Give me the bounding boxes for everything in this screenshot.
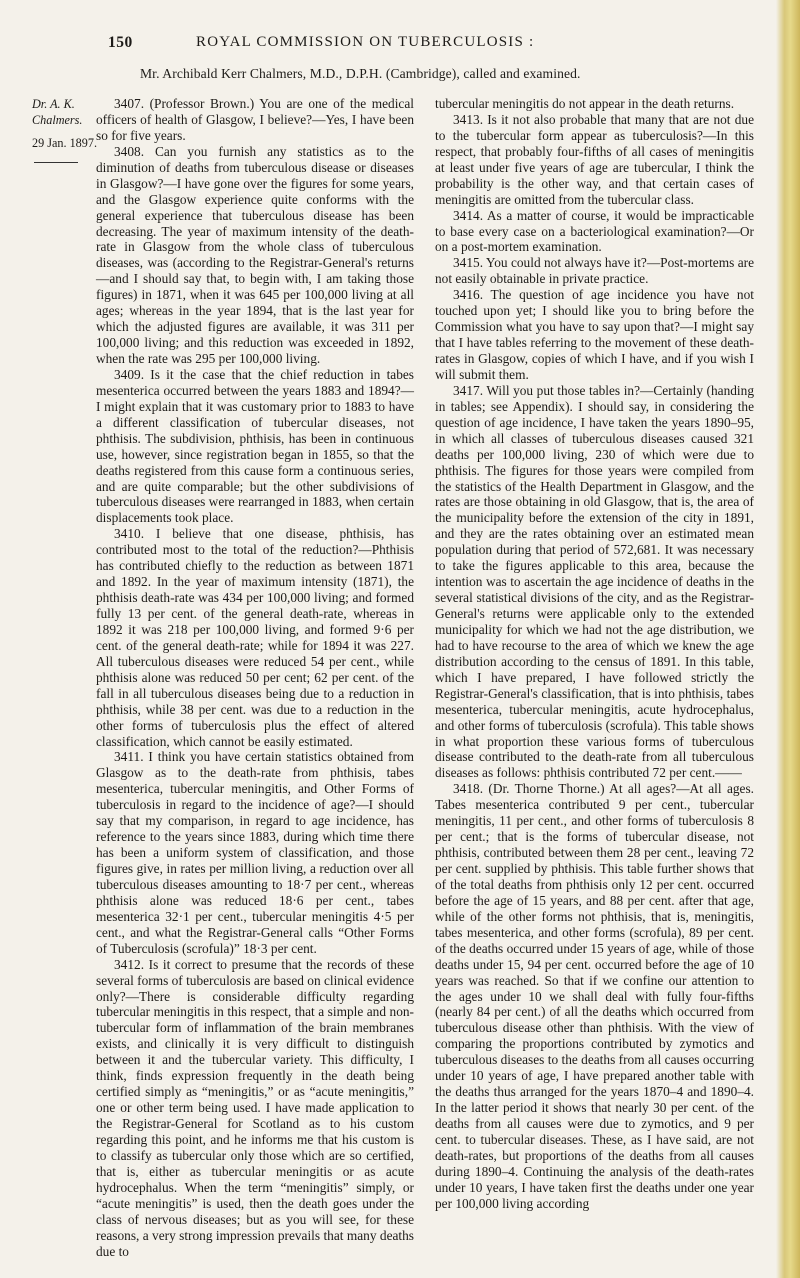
paragraph: 3413. Is it not also probable that many that are not due to the tubercular form appear as tuberculosis?—In this respect, that probably four-fifths of all cases of meningitis at least under five years of age are tubercular, I think the probability is the other way, and that certain cases of meningitis are omitted from the tubercular class. [435,111,754,207]
paragraph: 3408. Can you furnish any statistics as to the diminution of deaths from tuberculous disease or diseases in Glasgow?—I have gone over the figures for some years, and the Glasgow experience quite conforms with the general experience that tuberculous disease has been decreasing. The year of maximum intensity of the death-rate in Glasgow from the whole class of tuberculous diseases, was (according to the Registrar-General's returns—and I should say that, to begin with, I am taking those figures) in 1871, when it was 645 per 100,000 living at all ages; whereas in the year 1894, that is the last year for which the adjusted figures are available, it was 311 per 100,000 living; and this reduction was exceeded in 1892, when the rate was 295 per 100,000 living. [96,143,414,366]
paragraph: 3415. You could not always have it?—Post-mortems are not easily obtainable in private practice. [435,255,754,287]
margin-rule [34,162,78,163]
paragraph: 3418. (Dr. Thorne Thorne.) At all ages?—At all ages. Tabes mesenterica contributed 9 per cent., tubercular meningitis, 11 per cent., and other forms of tuberculosis 8 per cent.; that is the forms of tubercular disease, not phthisis, contributed between them 28 per cent., leaving 72 per cent. supplied by phthisis. This table further shows that of the total deaths from phthisis only 12 per cent. occurred before the age of 15 years, and 88 per cent. after that age, while of the other forms not phthisis, that is, meningitis, tabes mesenterica, and other forms (scrofula), 89 per cent. of the deaths occurred under 15 years of age, while of those deaths under 15, 94 per cent. occurred before the age of 10 years was reached. So that if we confine our attention to the ages under 10 we shall deal with fully four-fifths (nearly 84 per cent.) of all the deaths which occurred from tuberculous disease other than phthisis. With the view of comparing the proportions contributed by zymotics and tuberculous diseases to the deaths from all causes occurring under 10 years of age, I have prepared another table with the deaths thus arranged for the years 1870–4 and 1890–4. In the latter period it shows that nearly 30 per cent. of the deaths from all causes were due to zymotics, and 9 per cent. to tubercular diseases. These, as I have said, are not death-rates, but proportions of the deaths from all causes during 1890–4. Continuing the analysis of the death-rates under 10 years, I have taken first the deaths under one year per 100,000 living according [435,781,754,1211]
paragraph: 3416. The question of age incidence you have not touched upon yet; I should like you to bring before the Commission what you have to say upon that?—I might say that I have tables referring to the movement of these death-rates in Glasgow, copies of which I have, and if you wish I will submit them. [435,287,754,382]
paragraph: 3410. I believe that one disease, phthisis, has contributed most to the total of the reduction?—Phthisis has contributed chiefly to the reduction as between 1871 and 1892. In the year of maximum intensity (1871), the phthisis death-rate was 434 per 100,000 living; and formed fully 13 per cent. of the general death-rate, whereas in 1892 it was 218 per 100,000 living, and formed 9·6 per cent. of the general death-rate; while for 1894 it was 227. All tuberculous diseases were reduced 54 per cent., while phthisis alone was reduced 50 per cent; 62 per cent. of the fall in all tuberculous diseases being due to a reduction in phthisis, while 38 per cent. was due to a reduction in the other forms of tuberculosis plus the effect of altered classification, which cannot be easily estimated. [96,526,414,749]
running-title: ROYAL COMMISSION ON TUBERCULOSIS : [196,34,535,50]
right-column [435,96,754,1212]
paragraph: 3407. (Professor Brown.) You are one of the medical officers of health of Glasgow, I believe?—Yes, I have been so for five years. [96,96,414,143]
left-column [96,96,414,1259]
paragraph: 3409. Is it the case that the chief reduction in tabes mesenterica occurred between the years 1883 and 1894?—I might explain that it was customary prior to 1883 to have a different classification of tubercular diseases, not phthisis. The subdivision, phthisis, has been in continuous use, however, since registration began in 1855, so that the deaths registered from this cause form a continuous series, and are quite comparable; but the other subdivisions of tuberculous diseases were rearranged in 1883, when certain displacements took place. [96,366,414,526]
margin-date: 29 Jan. 1897. [32,136,97,150]
paragraph: 3417. Will you put those tables in?—Certainly (handing in tables; see Appendix). I should say, in considering the question of age incidence, I have taken the years 1890–95, in which all classes of tuberculous diseases caused 321 deaths per 100,000 living, 230 of which were due to phthisis. The figures for those years were compiled from the statistics of the Health Department in Glasgow, and the rates are those obtaining in old Glasgow, that is, the area of the municipality before the extension of the city in 1891, and they are the rates obtaining over an estimated mean population during that period of 572,681. It was necessary to take the figures applicable to this area, because the intention was to ascertain the age incidence of deaths in the several statistical divisions of the city, and as the Registrar-General's returns were applicable only to the extended municipality for which we had not the age distribution, we had to have recourse to the area of which we knew the age distribution according to the census of 1891. In this table, which I have prepared, I have followed strictly the Registrar-General's classification, that is into phthisis, tabes mesenterica, tubercular meningitis, acute hydrocephalus, and other forms of tuberculosis (scrofula). This table shows in what proportion these various forms of tuberculous disease contributed to the death-rate from all tuberculous diseases as follows: phthisis contributed 72 per cent.—— [435,382,754,781]
paragraph: tubercular meningitis do not appear in the death returns. [435,96,735,111]
paragraph: 3412. Is it correct to presume that the records of these several forms of tuberculosis are based on clinical evidence only?—There is considerable difficulty regarding tubercular meningitis in this respect, that a simple and non-tubercular form of inflammation of the brain membranes exists, and clinically it is very difficult to distinguish between it and the tubercular variety. This difficulty, I think, finds expression frequently in the death being certified simply as “meningitis,” or as “acute meningitis,” one or other term being used. I have made application to the Registrar-General for Scotland as to his custom regarding this point, and he informs me that his custom is to classify as tubercular only those which are so certified, that is, either as tubercular meningitis or as acute hydrocephalus. When the term “meningitis” simply, or “acute meningitis” is used, then the death goes under the class of nervous diseases; but as you will see, for these reasons, a very strong impression prevails that many deaths due to [96,956,414,1259]
margin-witness-name: Dr. A. K. Chalmers. [32,97,83,127]
margin-note [32,96,98,151]
paragraph: 3414. As a matter of course, it would be impracticable to base every case on a bacteriological examination?—Or on a post-mortem examination. [435,207,754,255]
witness-line: Mr. Archibald Kerr Chalmers, M.D., D.P.H. (Cambridge), called and examined. [140,66,581,81]
paragraph: 3411. I think you have certain statistics obtained from Glasgow as to the death-rate from phthisis, tabes mesenterica, tubercular meningitis, and Other Forms of tuberculosis in regard to the incidence of age?—I should say that my comparison, in regard to age incidence, has reference to the years since 1883, during which time there has been a uniform system of classification, and those figures give, in rates per million living, a reduction over all tuberculous diseases amounting to 18·7 per cent., whereas phthisis alone was reduced 18·6 per cent., tabes mesenterica 32·1 per cent., tubercular meningitis 4·5 per cent., and what the Registrar-General calls “Other Forms of Tuberculosis (scrofula)” 18·3 per cent. [96,749,414,956]
page-number: 150 [108,34,133,51]
page-edge [776,0,800,1278]
